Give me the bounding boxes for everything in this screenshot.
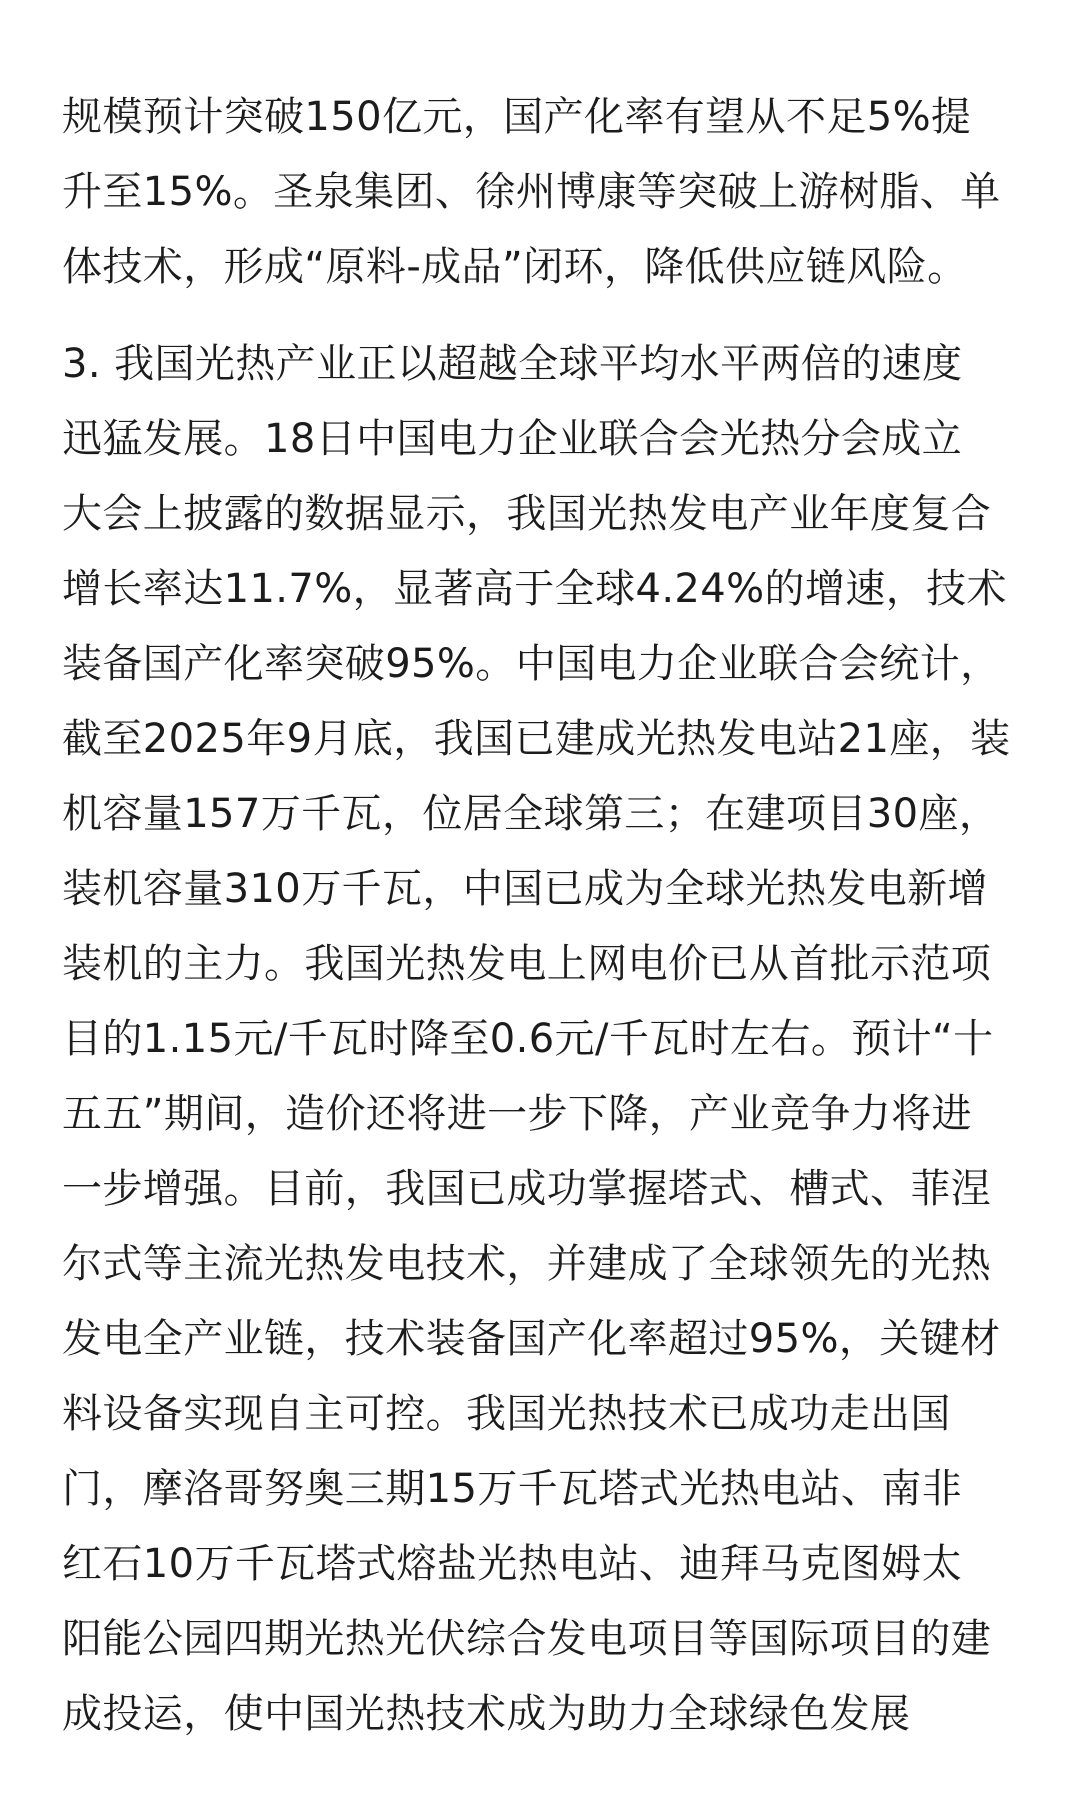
text-line: 机容量157万千瓦，位居全球第三；在建项目30座， bbox=[62, 791, 1000, 837]
text-line: 五五”期间，造价还将进一步下降，产业竞争力将进 bbox=[62, 1091, 972, 1137]
text-line: 门，摩洛哥努奥三期15万千瓦塔式光热电站、南非 bbox=[62, 1466, 963, 1512]
text-line: 大会上披露的数据显示，我国光热发电产业年度复合 bbox=[62, 491, 992, 537]
text-line: 目的1.15元/千瓦时降至0.6元/千瓦时左右。预计“十 bbox=[62, 1016, 994, 1062]
text-line: 3. 我国光热产业正以超越全球平均水平两倍的速度 bbox=[62, 341, 963, 387]
paragraph-supply-chain bbox=[62, 80, 1022, 305]
text-line: 迅猛发展。18日中国电力企业联合会光热分会成立 bbox=[62, 416, 963, 462]
text-line: 体技术，形成“原料-成品”闭环，降低供应链风险。 bbox=[62, 244, 968, 290]
text-line: 升至15%。圣泉集团、徐州博康等突破上游树脂、单 bbox=[62, 169, 1001, 215]
text-line: 成投运，使中国光热技术成为助力全球绿色发展 bbox=[62, 1691, 911, 1737]
article-body bbox=[62, 80, 1022, 1752]
text-line: 发电全产业链，技术装备国产化率超过95%，关键材 bbox=[62, 1316, 1001, 1362]
text-line: 装机的主力。我国光热发电上网电价已从首批示范项 bbox=[62, 941, 992, 987]
text-line: 料设备实现自主可控。我国光热技术已成功走出国 bbox=[62, 1391, 951, 1437]
paragraph-solar-thermal bbox=[62, 327, 1022, 1752]
text-line: 规模预计突破150亿元，国产化率有望从不足5%提 bbox=[62, 94, 972, 140]
text-line: 一步增强。目前，我国已成功掌握塔式、槽式、菲涅 bbox=[62, 1166, 992, 1212]
text-line: 装备国产化率突破95%。中国电力企业联合会统计， bbox=[62, 641, 1001, 687]
text-line: 装机容量310万千瓦，中国已成为全球光热发电新增 bbox=[62, 866, 988, 912]
text-line: 增长率达11.7%，显著高于全球4.24%的增速，技术 bbox=[62, 566, 1007, 612]
text-line: 截至2025年9月底，我国已建成光热发电站21座，装 bbox=[62, 716, 1011, 762]
text-line: 阳能公园四期光热光伏综合发电项目等国际项目的建 bbox=[62, 1616, 992, 1662]
text-line: 红石10万千瓦塔式熔盐光热电站、迪拜马克图姆太 bbox=[62, 1541, 963, 1587]
text-line: 尔式等主流光热发电技术，并建成了全球领先的光热 bbox=[62, 1241, 992, 1287]
